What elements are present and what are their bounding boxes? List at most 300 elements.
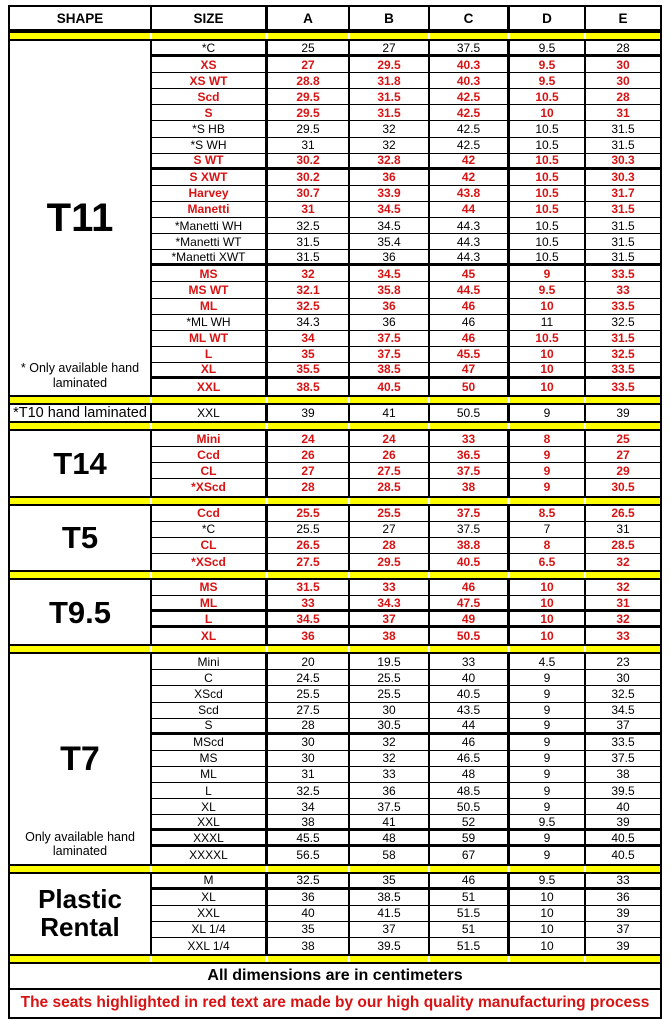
value-cell: 40: [616, 799, 630, 814]
value-cell: 27.5: [268, 703, 350, 718]
separator-cell: [10, 33, 152, 39]
value-cell: 46: [430, 315, 510, 330]
value-cell: 35: [268, 922, 350, 937]
value-cell: 48.5: [430, 783, 510, 798]
value-cell: 38.8: [430, 538, 510, 553]
column-header-a: A: [268, 7, 350, 29]
value-cell: 30.3: [611, 170, 635, 185]
value-cell: 28: [268, 719, 350, 732]
value-cell: 34.5: [350, 266, 430, 281]
value-cell: 40.5: [430, 686, 510, 701]
value-cell: 38: [268, 938, 350, 954]
size-cell: XXL: [152, 906, 268, 921]
value-cell: 10: [510, 347, 586, 362]
table-row: [152, 186, 660, 202]
value-cell: 36: [350, 170, 430, 185]
value-cell: 30: [268, 751, 350, 766]
value-cell: 59: [430, 831, 510, 844]
separator-cell: [152, 397, 268, 403]
value-cell: 46: [430, 331, 510, 346]
value-cell: 9: [510, 405, 586, 421]
value-cell: 49: [430, 612, 510, 625]
value-cell: 37: [616, 718, 630, 733]
value-cell: 10: [510, 906, 586, 921]
separator-cell: [350, 423, 430, 429]
header-row: [10, 7, 660, 31]
value-cell: 10: [510, 938, 586, 954]
value-cell: 9.5: [510, 815, 586, 828]
value-cell: 37.5: [350, 799, 430, 814]
value-cell: 9: [510, 479, 586, 495]
value-cell: 31.5: [350, 89, 430, 104]
value-cell: 9: [510, 703, 586, 718]
value-cell: 10.5: [510, 186, 586, 201]
size-cell: XScd: [152, 686, 268, 701]
value-cell: 4.5: [510, 654, 586, 669]
value-cell: 10.5: [510, 138, 586, 153]
value-cell: 9: [510, 686, 586, 701]
value-cell: 32: [268, 266, 350, 281]
value-cell: 51.5: [430, 906, 510, 921]
column-header-shape: SHAPE: [10, 7, 152, 29]
value-cell: 58: [350, 847, 430, 863]
table-row: [152, 89, 660, 105]
value-cell: 42.5: [430, 105, 510, 120]
value-cell: 30.5: [350, 719, 430, 732]
value-cell: 33: [430, 654, 510, 669]
size-cell: *Manetti WT: [152, 234, 268, 249]
table-row: [152, 282, 660, 298]
separator-cell: [430, 646, 510, 652]
value-cell: 38: [430, 479, 510, 495]
size-rows: [152, 431, 660, 495]
value-cell: 38: [350, 628, 430, 644]
value-cell: 25.5: [268, 522, 350, 537]
value-cell: 29.5: [268, 121, 350, 136]
value-cell: 10: [510, 105, 586, 120]
yellow-separator-row: [10, 954, 660, 964]
value-cell: 34.5: [350, 218, 430, 233]
table-row: [152, 331, 660, 347]
separator-cell: [586, 572, 660, 578]
value-cell: 30: [616, 670, 630, 685]
table-row: [152, 735, 660, 751]
value-cell: 27.5: [268, 554, 350, 570]
size-cell: XXL 1/4: [152, 938, 268, 954]
table-row: [152, 57, 660, 73]
shape-cell: [10, 431, 152, 495]
value-cell: 30: [350, 703, 430, 718]
value-cell: 34.5: [350, 202, 430, 217]
value-cell: 8: [510, 431, 586, 446]
value-cell: 33: [268, 596, 350, 609]
column-header-e: E: [618, 10, 628, 26]
value-cell: 8: [510, 538, 586, 553]
value-cell: 33.9: [350, 186, 430, 201]
value-cell: 37.5: [611, 751, 635, 766]
value-cell: 38: [616, 767, 630, 782]
value-cell: 41: [350, 815, 430, 828]
value-cell: 31.5: [268, 250, 350, 263]
value-cell: 33: [616, 873, 630, 888]
value-cell: 29.5: [350, 554, 430, 570]
value-cell: 27: [350, 522, 430, 537]
value-cell: 48: [430, 767, 510, 782]
table-row: [152, 874, 660, 890]
size-cell: ML: [152, 596, 268, 609]
units-note: All dimensions are in centimeters: [10, 964, 660, 990]
red-highlight-note: The seats highlighted in red text are made by our high quality manufacturing process: [20, 994, 650, 1012]
value-cell: 46: [430, 735, 510, 750]
size-cell: MS WT: [152, 282, 268, 297]
value-cell: 9: [510, 767, 586, 782]
size-cell: XXXXL: [152, 847, 268, 863]
size-cell: *C: [152, 522, 268, 537]
value-cell: 31.5: [611, 218, 635, 233]
value-cell: 31.5: [268, 234, 350, 249]
separator-cell: [586, 423, 660, 429]
separator-cell: [586, 956, 660, 962]
shape-cell: [10, 580, 152, 644]
value-cell: 9: [510, 266, 586, 281]
size-cell: *Manetti WH: [152, 218, 268, 233]
separator-cell: [268, 33, 350, 39]
value-cell: 46: [430, 874, 510, 887]
value-cell: 27: [350, 41, 430, 54]
size-cell: ML: [152, 767, 268, 782]
value-cell: 10: [510, 580, 586, 595]
separator-cell: [586, 866, 660, 872]
value-cell: 37: [350, 922, 430, 937]
value-cell: 31.5: [268, 580, 350, 595]
separator-cell: [10, 397, 152, 403]
shape-label: T7: [60, 739, 100, 778]
value-cell: 37.5: [350, 347, 430, 362]
separator-cell: [152, 646, 268, 652]
value-cell: 47.5: [430, 596, 510, 609]
separator-cell: [586, 498, 660, 504]
value-cell: 42.5: [430, 121, 510, 136]
value-cell: 10.5: [510, 250, 586, 263]
value-cell: 67: [430, 847, 510, 863]
value-cell: 31.5: [611, 234, 635, 249]
value-cell: 32.5: [268, 783, 350, 798]
value-cell: 45.5: [430, 347, 510, 362]
value-cell: 42: [430, 154, 510, 167]
table-row: [152, 41, 660, 57]
value-cell: 24: [350, 431, 430, 446]
size-cell: Scd: [152, 703, 268, 718]
value-cell: 31: [616, 595, 630, 610]
size-cell: *S WH: [152, 138, 268, 153]
value-cell: 32: [616, 580, 630, 595]
value-cell: 37: [350, 612, 430, 625]
separator-cell: [152, 423, 268, 429]
separator-cell: [510, 33, 586, 39]
table-row: [152, 767, 660, 783]
value-cell: 25.5: [350, 686, 430, 701]
separator-cell: [510, 956, 586, 962]
value-cell: 50: [430, 379, 510, 395]
value-cell: 38.5: [350, 363, 430, 376]
value-cell: 32.1: [268, 282, 350, 297]
value-cell: 32: [350, 121, 430, 136]
value-cell: 10.5: [510, 154, 586, 167]
value-cell: 32.8: [350, 154, 430, 167]
value-cell: 44: [430, 202, 510, 217]
separator-cell: [510, 423, 586, 429]
table-row: [152, 154, 660, 170]
yellow-separator-row: [10, 644, 660, 654]
value-cell: 32.5: [268, 299, 350, 314]
value-cell: 10: [510, 628, 586, 644]
value-cell: 30: [616, 57, 630, 72]
shape-section: [10, 654, 660, 863]
value-cell: 28.8: [268, 73, 350, 88]
size-cell: *XScd: [152, 479, 268, 495]
table-row: [152, 363, 660, 379]
table-row: [152, 121, 660, 137]
value-cell: 10.5: [510, 331, 586, 346]
value-cell: 44: [430, 719, 510, 732]
value-cell: 42.5: [430, 138, 510, 153]
size-chart-table: [8, 5, 662, 1019]
value-cell: 30.2: [268, 170, 350, 185]
value-cell: 9: [510, 447, 586, 462]
value-cell: 42.5: [430, 89, 510, 104]
size-cell: XS WT: [152, 73, 268, 88]
value-cell: 37: [616, 922, 630, 937]
table-row: [152, 170, 660, 186]
size-cell: Harvey: [152, 186, 268, 201]
size-cell: XS: [152, 57, 268, 72]
value-cell: 10: [510, 922, 586, 937]
value-cell: 9.5: [510, 73, 586, 88]
value-cell: 32: [616, 554, 630, 569]
value-cell: 27: [268, 57, 350, 72]
value-cell: 31: [268, 202, 350, 217]
value-cell: 46: [430, 580, 510, 595]
size-rows: [152, 41, 660, 395]
table-row: [152, 105, 660, 121]
separator-cell: [350, 866, 430, 872]
size-cell: L: [152, 783, 268, 798]
table-row: [152, 405, 660, 421]
value-cell: 26: [350, 447, 430, 462]
value-cell: 52: [430, 815, 510, 828]
separator-cell: [430, 956, 510, 962]
table-row: [152, 815, 660, 831]
value-cell: 47: [430, 363, 510, 376]
shape-section: [10, 431, 660, 495]
size-cell: CL: [152, 463, 268, 478]
table-row: [152, 719, 660, 735]
value-cell: 31: [268, 138, 350, 153]
value-cell: 31: [268, 767, 350, 782]
value-cell: 10: [510, 890, 586, 905]
value-cell: 44.3: [430, 250, 510, 263]
value-cell: 31.5: [350, 105, 430, 120]
separator-cell: [268, 866, 350, 872]
value-cell: 31.5: [611, 331, 635, 346]
value-cell: 25.5: [350, 506, 430, 521]
size-cell: MS: [152, 266, 268, 281]
value-cell: 9: [510, 735, 586, 750]
shape-section: [10, 580, 660, 644]
value-cell: 26.5: [268, 538, 350, 553]
value-cell: 10.5: [510, 202, 586, 217]
value-cell: 39.5: [350, 938, 430, 954]
value-cell: 48: [350, 831, 430, 844]
value-cell: 36: [350, 250, 430, 263]
size-cell: Ccd: [152, 447, 268, 462]
value-cell: 32: [350, 735, 430, 750]
table-row: [152, 906, 660, 922]
value-cell: 36: [616, 890, 630, 905]
value-cell: 43.5: [430, 703, 510, 718]
table-row: [152, 250, 660, 266]
value-cell: 25: [268, 41, 350, 54]
separator-cell: [510, 397, 586, 403]
separator-cell: [10, 572, 152, 578]
value-cell: 25.5: [268, 686, 350, 701]
value-cell: 35.4: [350, 234, 430, 249]
separator-cell: [430, 397, 510, 403]
value-cell: 33.5: [611, 299, 635, 314]
shape-label: Plastic Rental: [38, 884, 122, 942]
value-cell: 11: [510, 315, 586, 330]
value-cell: 45.5: [268, 831, 350, 844]
size-cell: XL: [152, 628, 268, 644]
value-cell: 34.5: [611, 703, 635, 718]
separator-cell: [350, 397, 430, 403]
size-cell: S: [152, 719, 268, 732]
value-cell: 33: [616, 629, 630, 644]
shape-section: [10, 874, 660, 954]
value-cell: 28: [350, 538, 430, 553]
yellow-separator-row: [10, 421, 660, 431]
size-cell: ML WT: [152, 331, 268, 346]
table-row: [152, 315, 660, 331]
size-rows: [152, 506, 660, 570]
value-cell: 9: [510, 463, 586, 478]
column-header-d: D: [510, 7, 586, 29]
value-cell: 44.3: [430, 218, 510, 233]
size-cell: XXL: [152, 405, 268, 421]
value-cell: 40: [430, 670, 510, 685]
value-cell: 29.5: [350, 57, 430, 72]
value-cell: 32.5: [268, 874, 350, 887]
column-header-b: B: [350, 7, 430, 29]
value-cell: 34.3: [350, 596, 430, 609]
table-row: [152, 234, 660, 250]
size-cell: XL: [152, 363, 268, 376]
size-cell: L: [152, 612, 268, 625]
value-cell: 32: [616, 611, 630, 626]
table-row: [152, 783, 660, 799]
value-cell: 37.5: [430, 506, 510, 521]
value-cell: 40.5: [611, 848, 635, 863]
separator-cell: [510, 866, 586, 872]
size-cell: *C: [152, 41, 268, 54]
value-cell: 39: [616, 906, 630, 921]
value-cell: 10: [510, 363, 586, 376]
value-cell: 10: [510, 379, 586, 395]
table-row: [152, 831, 660, 847]
value-cell: 46: [430, 299, 510, 314]
size-cell: MS: [152, 751, 268, 766]
size-cell: MScd: [152, 735, 268, 750]
size-cell: S: [152, 105, 268, 120]
value-cell: 27: [616, 447, 630, 462]
value-cell: 33.5: [611, 362, 635, 377]
value-cell: 9: [510, 783, 586, 798]
value-cell: 36: [268, 628, 350, 644]
table-row: [152, 890, 660, 906]
table-row: [152, 580, 660, 596]
shape-section: [10, 41, 660, 395]
separator-cell: [430, 866, 510, 872]
size-cell: Ccd: [152, 506, 268, 521]
separator-cell: [350, 956, 430, 962]
value-cell: 29.5: [268, 89, 350, 104]
separator-cell: [430, 33, 510, 39]
value-cell: 51: [430, 890, 510, 905]
value-cell: 42: [430, 170, 510, 185]
size-cell: Manetti: [152, 202, 268, 217]
table-body: [10, 31, 660, 964]
value-cell: 9: [510, 847, 586, 863]
separator-cell: [510, 646, 586, 652]
shape-label: T9.5: [48, 594, 112, 630]
size-cell: MS: [152, 580, 268, 595]
shape-footnote: Only available hand laminated: [25, 829, 135, 859]
value-cell: 10.5: [510, 121, 586, 136]
table-row: [152, 431, 660, 447]
value-cell: 6.5: [510, 554, 586, 570]
value-cell: 38.5: [268, 379, 350, 395]
size-rows: [152, 654, 660, 863]
separator-cell: [510, 498, 586, 504]
value-cell: 29.5: [268, 105, 350, 120]
value-cell: 25.5: [268, 506, 350, 521]
value-cell: 30: [616, 73, 630, 88]
size-cell: C: [152, 670, 268, 685]
separator-cell: [586, 33, 660, 39]
separator-cell: [152, 956, 268, 962]
size-cell: ML: [152, 299, 268, 314]
separator-cell: [152, 572, 268, 578]
table-row: [152, 751, 660, 767]
separator-cell: [430, 423, 510, 429]
separator-cell: [152, 498, 268, 504]
value-cell: 31.5: [611, 249, 635, 264]
value-cell: 29: [616, 463, 630, 478]
value-cell: 31.5: [611, 122, 635, 137]
value-cell: 39: [616, 938, 630, 953]
value-cell: 35: [350, 874, 430, 887]
shape-label: T5: [61, 520, 99, 556]
table-row: [152, 138, 660, 154]
value-cell: 38.5: [350, 890, 430, 905]
value-cell: 9: [510, 670, 586, 685]
table-row: [152, 202, 660, 218]
value-cell: 10: [510, 299, 586, 314]
value-cell: 32.5: [611, 347, 635, 362]
value-cell: 36: [350, 315, 430, 330]
table-row: [152, 847, 660, 863]
value-cell: 35.8: [350, 282, 430, 297]
